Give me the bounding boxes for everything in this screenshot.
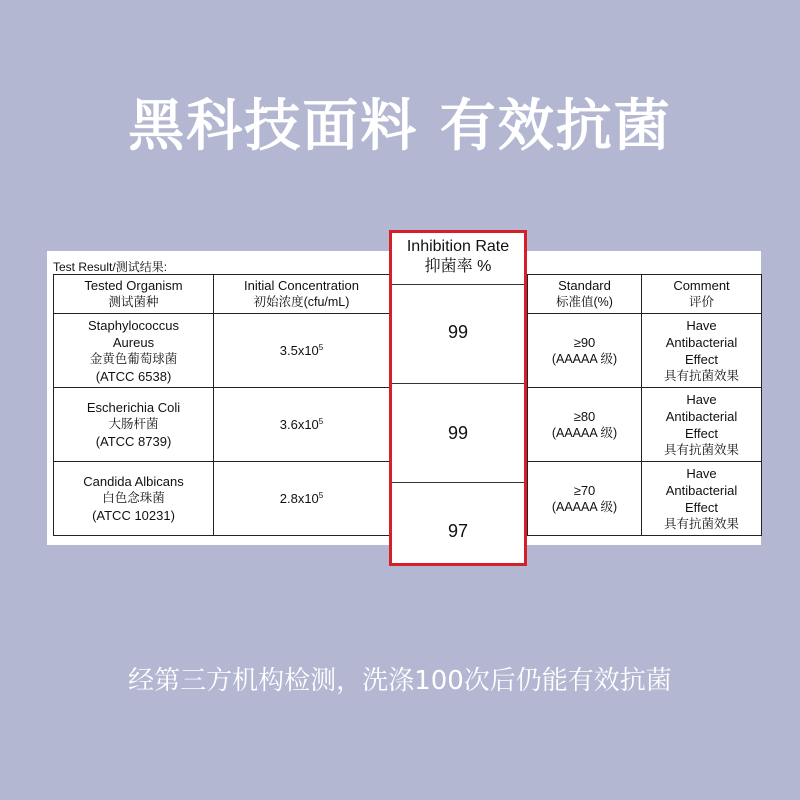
standard-value: ≥70 <box>573 482 596 498</box>
concentration-exponent: 5 <box>318 417 324 426</box>
comment-cn: 具有抗菌效果 <box>663 516 739 531</box>
divider <box>392 284 524 285</box>
standard-value: ≥90 <box>573 334 596 350</box>
divider <box>392 383 524 384</box>
header-en: Tested Organism <box>84 278 183 293</box>
standard-grade: (AAAAA 级) <box>551 351 618 366</box>
header-cn: 测试菌种 <box>108 295 159 309</box>
test-result-label: Test Result/测试结果: <box>53 260 168 274</box>
header-en: Standard <box>558 278 611 293</box>
organism-cell <box>54 388 214 462</box>
concentration-cell <box>214 388 390 462</box>
comment-en: Have Antibacterial Effect <box>665 465 738 515</box>
concentration-value: 3.5x10 <box>279 343 319 358</box>
standard-cell <box>528 388 642 462</box>
comment-en: Have Antibacterial Effect <box>665 317 738 367</box>
organism-cell <box>54 314 214 388</box>
atcc-number: (ATCC 6538) <box>95 368 172 384</box>
concentration-cell <box>214 462 390 536</box>
header-initial-concentration <box>214 275 390 314</box>
atcc-number: (ATCC 8739) <box>95 434 172 449</box>
organism-name-en: Staphylococcus Aureus <box>87 317 180 350</box>
concentration-value: 3.6x10 <box>279 417 319 432</box>
comment-en: Have Antibacterial Effect <box>665 391 738 441</box>
header-tested-organism <box>54 275 214 314</box>
organism-name-cn: 大肠杆菌 <box>108 417 159 431</box>
divider <box>392 482 524 483</box>
inhibition-rate-value: 99 <box>447 322 469 342</box>
concentration-value: 2.8x10 <box>279 491 319 506</box>
comment-cell <box>642 462 762 536</box>
headline: 黑科技面料 有效抗菌 <box>128 94 672 159</box>
header-cn: 评价 <box>688 295 714 309</box>
inhibition-rate-highlight <box>389 230 527 566</box>
comment-cell <box>642 388 762 462</box>
atcc-number: (ATCC 10231) <box>92 508 175 523</box>
concentration-exponent: 5 <box>318 491 324 500</box>
header-cn: 初始浓度(cfu/mL) <box>253 295 350 309</box>
header-standard <box>528 275 642 314</box>
concentration-cell <box>214 314 390 388</box>
organism-name-cn: 白色念珠菌 <box>102 491 165 505</box>
inhibition-rate-header <box>392 237 524 277</box>
organism-cell <box>54 462 214 536</box>
standard-value: ≥80 <box>573 408 596 424</box>
comment-cn: 具有抗菌效果 <box>663 442 739 457</box>
inhibition-rate-title: Inhibition Rate <box>406 238 510 255</box>
organism-name-en: Escherichia Coli <box>86 400 181 415</box>
comment-cell <box>642 314 762 388</box>
standard-cell <box>528 462 642 536</box>
inhibition-rate-subtitle: 抑菌率 % <box>424 258 492 275</box>
concentration-exponent: 5 <box>318 343 324 352</box>
inhibition-rate-value: 97 <box>447 521 469 541</box>
comment-cn: 具有抗菌效果 <box>663 368 739 383</box>
organism-name-en: Candida Albicans <box>83 474 184 489</box>
organism-name-cn: 金黄色葡萄球菌 <box>89 351 178 366</box>
inhibition-rate-value: 99 <box>447 423 469 443</box>
header-cn: 标准值(%) <box>556 295 613 309</box>
header-comment <box>642 275 762 314</box>
standard-grade: (AAAAA 级) <box>551 499 618 514</box>
standard-grade: (AAAAA 级) <box>551 425 618 440</box>
header-en: Initial Concentration <box>244 278 359 293</box>
header-en: Comment <box>673 278 730 293</box>
standard-cell <box>528 314 642 388</box>
footer-caption: 经第三方机构检测，洗涤100次后仍能有效抗菌 <box>128 666 672 696</box>
